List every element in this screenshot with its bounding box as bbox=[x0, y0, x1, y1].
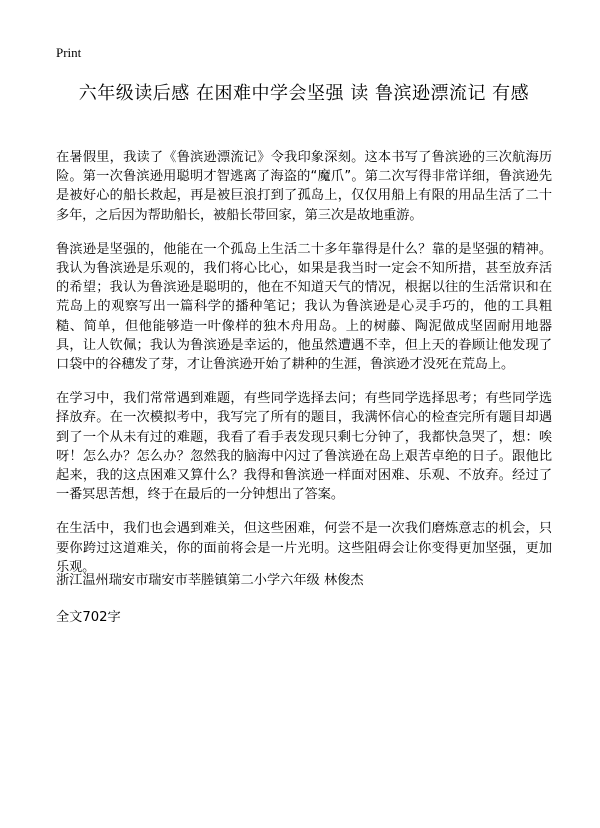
article-paragraph-1: 在暑假里，我读了《鲁滨逊漂流记》令我印象深刻。这本书写了鲁滨逊的三次航海历险。第一次鲁滨逊用聪明才智逃离了海盗的“魔爪”。第二次写得非常详细，鲁滨逊先是被好心的船长救起，再是被巨浪打到了孤岛上，仅仅用船上有限的用品生活了二十多年，之后因为帮助船长，被船长带回家，第三次是故地重游。 bbox=[56, 150, 552, 223]
article-paragraph-2: 鲁滨逊是坚强的，他能在一个孤岛上生活二十多年靠得是什么？靠的是坚强的精神。我认为鲁滨逊是乐观的，我们将心比心，如果是我当时一定会不知所措，甚至放弃活的希望；我认为鲁滨逊是聪明的，他在不知道天气的情况，根据以往的生活常识和在荒岛上的观察写出一篇科学的播种笔记；我认为鲁滨逊是心灵手巧的，他的工具粗糙、简单，但他能够造一叶像样的独木舟用岛。上的树藤、陶泥做成坚固耐用地器具，让人钦佩；我认为鲁滨逊是幸运的，他虽然遭遇不幸，但上天的眷顾让他发现了口袋中的谷穗发了芽，才让鲁滨逊开始了耕种的生涯，鲁滨逊才没死在荒岛上。 bbox=[56, 241, 552, 373]
author-line: 浙江温州瑞安市瑞安市莘塍镇第二小学六年级 林俊杰 bbox=[56, 573, 364, 588]
word-count: 全文702字 bbox=[56, 610, 121, 625]
print-link[interactable]: Print bbox=[56, 45, 82, 60]
article-paragraph-3: 在学习中，我们常常遇到难题，有些同学选择去问；有些同学选择思考；有些同学选择放弃。在一次模拟考中，我写完了所有的题目，我满怀信心的检查完所有题目却遇到了一个从未有过的难题，我看了看手表发现只剩七分钟了，我都快急哭了，想：唉呀！怎么办？怎么办？忽然我的脑海中闪过了鲁滨逊在岛上艰苦卓绝的日子。跟他比起来，我的这点困难又算什么？我得和鲁滨逊一样面对困难、乐观、不放弃。经过了一番冥思苦想，终于在最后的一分钟想出了答案。 bbox=[56, 391, 552, 503]
article-title: 六年级读后感 在困难中学会坚强 读 鲁滨逊漂流记 有感 bbox=[78, 83, 530, 104]
article-body bbox=[56, 148, 552, 592]
article-paragraph-4: 在生活中，我们也会遇到难关，但这些困难，何尝不是一次我们磨炼意志的机会，只要你跨过这道难关，你的面前将会是一片光明。这些阻碍会让你变得更加坚强，更加乐观。 bbox=[56, 521, 552, 575]
